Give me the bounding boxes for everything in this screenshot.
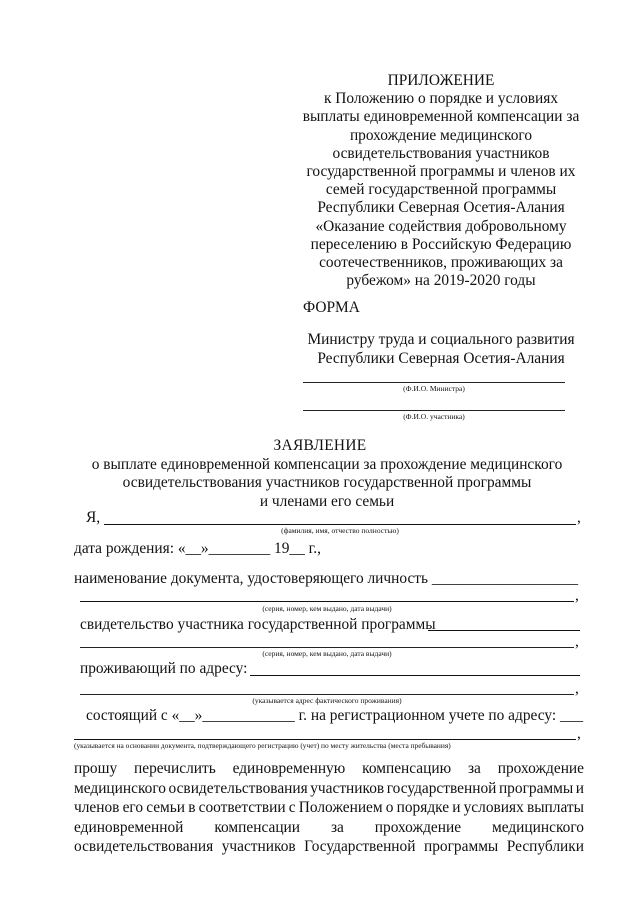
word: членов xyxy=(74,799,120,817)
id-document-field[interactable]: наименование документа, удостоверяющего личность ___________________ xyxy=(74,570,579,587)
word: перечислить xyxy=(134,760,216,777)
appendix-block xyxy=(296,72,586,290)
word: с xyxy=(288,799,296,817)
addressee-line-2: Республики Северная Осетия-Алания xyxy=(317,349,565,367)
minister-caption: (Ф.И.О. Министра) xyxy=(403,384,465,393)
registration-caption: (указывается на основании документа, подтверждающего регистрацию (учет) по месту жительства (места пребывания) xyxy=(74,741,451,750)
full-name-caption: (фамилия, имя, отчество полностью) xyxy=(281,526,399,535)
paragraph-line xyxy=(74,759,584,779)
word: прохождение xyxy=(497,760,584,777)
word: за xyxy=(330,818,344,836)
word: компенсации xyxy=(214,818,301,836)
word: Государственной xyxy=(304,838,416,856)
certificate-label: свидетельство участника государственной программы xyxy=(80,616,436,633)
appendix-line: Республики Северная Осетия-Алания xyxy=(317,199,565,217)
word: прошу xyxy=(74,760,118,777)
word: в xyxy=(188,799,196,817)
word: выплаты xyxy=(526,799,584,817)
word: государственной xyxy=(386,779,497,797)
word: программы xyxy=(423,838,499,856)
word: условиях xyxy=(463,799,524,817)
full-name-field[interactable] xyxy=(104,524,576,525)
word: и xyxy=(575,779,584,797)
word: участников xyxy=(310,779,385,797)
word: медицинского xyxy=(491,818,584,836)
appendix-line: семей государственной программы xyxy=(325,181,557,199)
appendix-line: переселению в Российскую Федерацию xyxy=(310,235,572,253)
birth-date-field[interactable]: дата рождения: «__»________ 19__ г., xyxy=(74,540,321,557)
word: компенсацию xyxy=(362,760,452,777)
registration-comma: , xyxy=(577,725,581,742)
address-details-field[interactable] xyxy=(80,694,574,695)
appendix-line: выплаты единовременной компенсации за xyxy=(302,108,580,126)
subtitle-line-3: и членами его семьи xyxy=(259,492,395,510)
paragraph-line xyxy=(74,837,584,857)
i-label: Я, xyxy=(86,509,101,526)
appendix-line: прохождение медицинского xyxy=(349,126,533,144)
certificate-field[interactable] xyxy=(428,630,580,631)
appendix-line: соотечественников, проживающих за xyxy=(319,254,563,272)
appendix-line: рубежом» на 2019-2020 годы xyxy=(346,272,536,290)
word: о xyxy=(385,799,394,817)
word: единовременной xyxy=(74,818,184,836)
word: освидетельствования xyxy=(168,779,308,797)
word: его xyxy=(122,799,144,817)
appendix-line: освидетельствования участников xyxy=(332,144,550,162)
participant-caption: (Ф.И.О. участника) xyxy=(403,412,465,421)
document-title: ЗАЯВЛЕНИЕ xyxy=(273,437,367,454)
address-caption: (указывается адрес фактического проживания) xyxy=(252,696,402,705)
id-document-caption: (серия, номер, кем выдано, дата выдачи) xyxy=(262,604,392,613)
paragraph-line xyxy=(74,818,584,838)
address-field[interactable] xyxy=(250,675,580,676)
registration-field[interactable]: состоящий с «__»____________ г. на регистрационном учете по адресу: ___ xyxy=(86,707,584,724)
word: соответствии xyxy=(198,799,286,817)
certificate-caption: (серия, номер, кем выдано, дата выдачи) xyxy=(262,649,392,658)
id-document-details-field[interactable] xyxy=(80,601,574,602)
registration-address-field[interactable] xyxy=(74,739,576,740)
paragraph-line xyxy=(74,779,584,799)
word: программы xyxy=(498,779,574,797)
appendix-heading: ПРИЛОЖЕНИЕ xyxy=(387,72,495,89)
word: Положением xyxy=(298,799,383,817)
certificate-details-field[interactable] xyxy=(80,647,574,648)
word: освидетельствования xyxy=(74,838,214,856)
address-label: проживающий по адресу: xyxy=(80,660,248,677)
document-subtitle xyxy=(86,456,568,511)
appendix-line: государственной программы и членов их xyxy=(306,163,576,181)
request-paragraph xyxy=(74,759,584,857)
word: Республики xyxy=(506,838,584,856)
addressee-line-1: Министру труда и социального развития xyxy=(307,331,575,348)
word: прохождение xyxy=(374,818,462,836)
appendix-line: «Оказание содействия добровольному xyxy=(315,217,567,235)
full-name-comma: , xyxy=(577,509,581,526)
address-comma: , xyxy=(575,680,579,697)
paragraph-line xyxy=(74,798,584,818)
participant-name-field[interactable] xyxy=(303,410,565,411)
subtitle-line-2: освидетельствования участников государственной программы xyxy=(122,474,532,492)
appendix-line: к Положению о порядке и условиях xyxy=(323,90,559,108)
word: медицинского xyxy=(74,779,166,797)
word: участников xyxy=(221,838,296,856)
id-document-comma: , xyxy=(575,587,579,604)
certificate-comma: , xyxy=(575,633,579,650)
word: за xyxy=(467,760,481,777)
form-label: ФОРМА xyxy=(303,299,360,316)
addressee-block xyxy=(300,331,582,368)
minister-name-field[interactable] xyxy=(303,382,565,383)
word: и xyxy=(452,799,461,817)
subtitle-line-1: о выплате единовременной компенсации за прохождение медицинского xyxy=(91,456,563,473)
word: единовременную xyxy=(232,760,346,777)
word: семьи xyxy=(146,799,186,817)
word: порядке xyxy=(396,799,450,817)
